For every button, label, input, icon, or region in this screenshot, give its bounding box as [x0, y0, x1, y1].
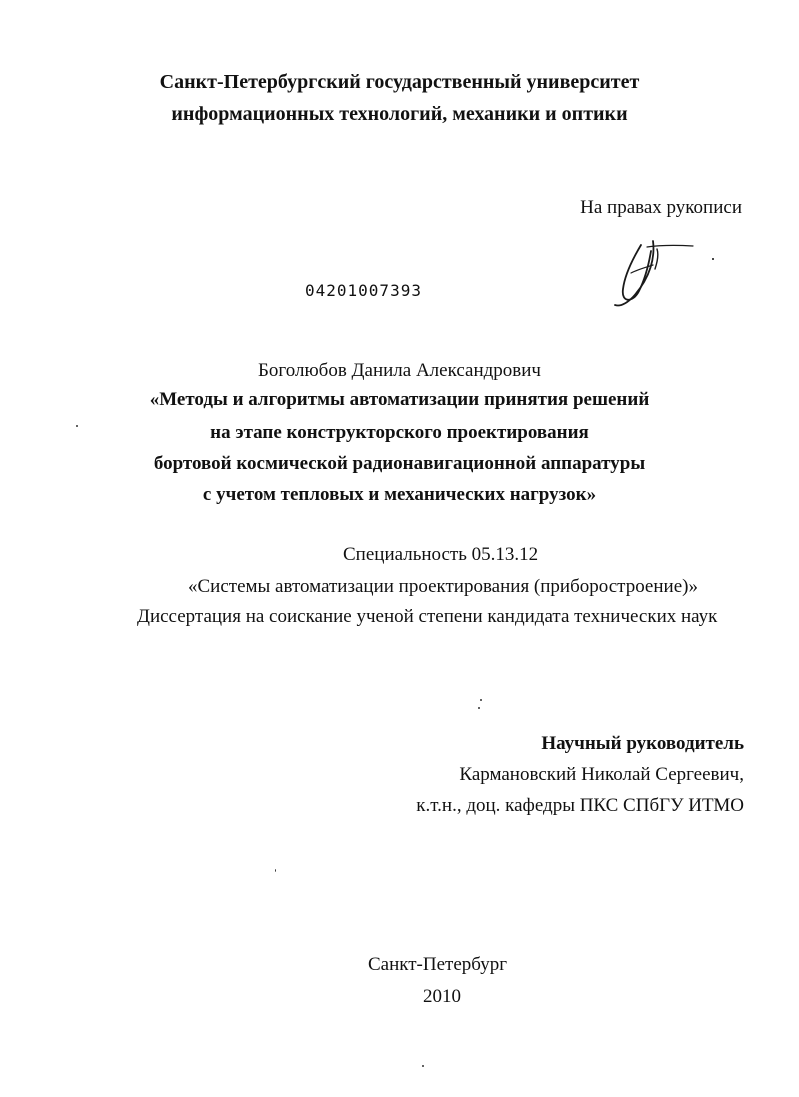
dissertation-title-line-1: «Методы и алгоритмы автоматизации принятия решений [149, 389, 650, 410]
city: Санкт-Петербург [368, 954, 508, 975]
supervisor-heading: Научный руководитель [541, 733, 744, 754]
scan-speck [478, 707, 480, 709]
supervisor-name: Кармановский Николай Сергеевич, [459, 764, 744, 785]
university-name-line-2: информационных технологий, механики и оптики [171, 103, 628, 125]
dissertation-title-line-4: с учетом тепловых и механических нагрузок» [202, 484, 597, 505]
manuscript-note: На правах рукописи [580, 197, 742, 218]
scan-speck [275, 869, 276, 872]
scan-speck [422, 1065, 424, 1067]
degree-statement: Диссертация на соискание ученой степени кандидата технических наук [137, 606, 718, 627]
specialty-name: «Системы автоматизации проектирования (приборостроение)» [188, 576, 698, 597]
scan-speck [712, 258, 714, 260]
dissertation-title-line-3: бортовой космической радионавигационной аппаратуры [153, 453, 646, 474]
specialty-code: Специальность 05.13.12 [343, 544, 539, 565]
scan-speck [480, 699, 482, 701]
year: 2010 [423, 986, 461, 1007]
supervisor-position: к.т.н., доц. кафедры ПКС СПбГУ ИТМО [416, 795, 744, 816]
signature-mark [605, 233, 725, 313]
dissertation-title-line-2: на этапе конструкторского проектирования [210, 422, 589, 443]
university-name-line-1: Санкт-Петербургский государственный университет [159, 71, 640, 93]
scan-speck [76, 425, 78, 427]
catalog-number: 04201007393 [305, 281, 422, 300]
author-name: Боголюбов Данила Александрович [258, 360, 541, 381]
